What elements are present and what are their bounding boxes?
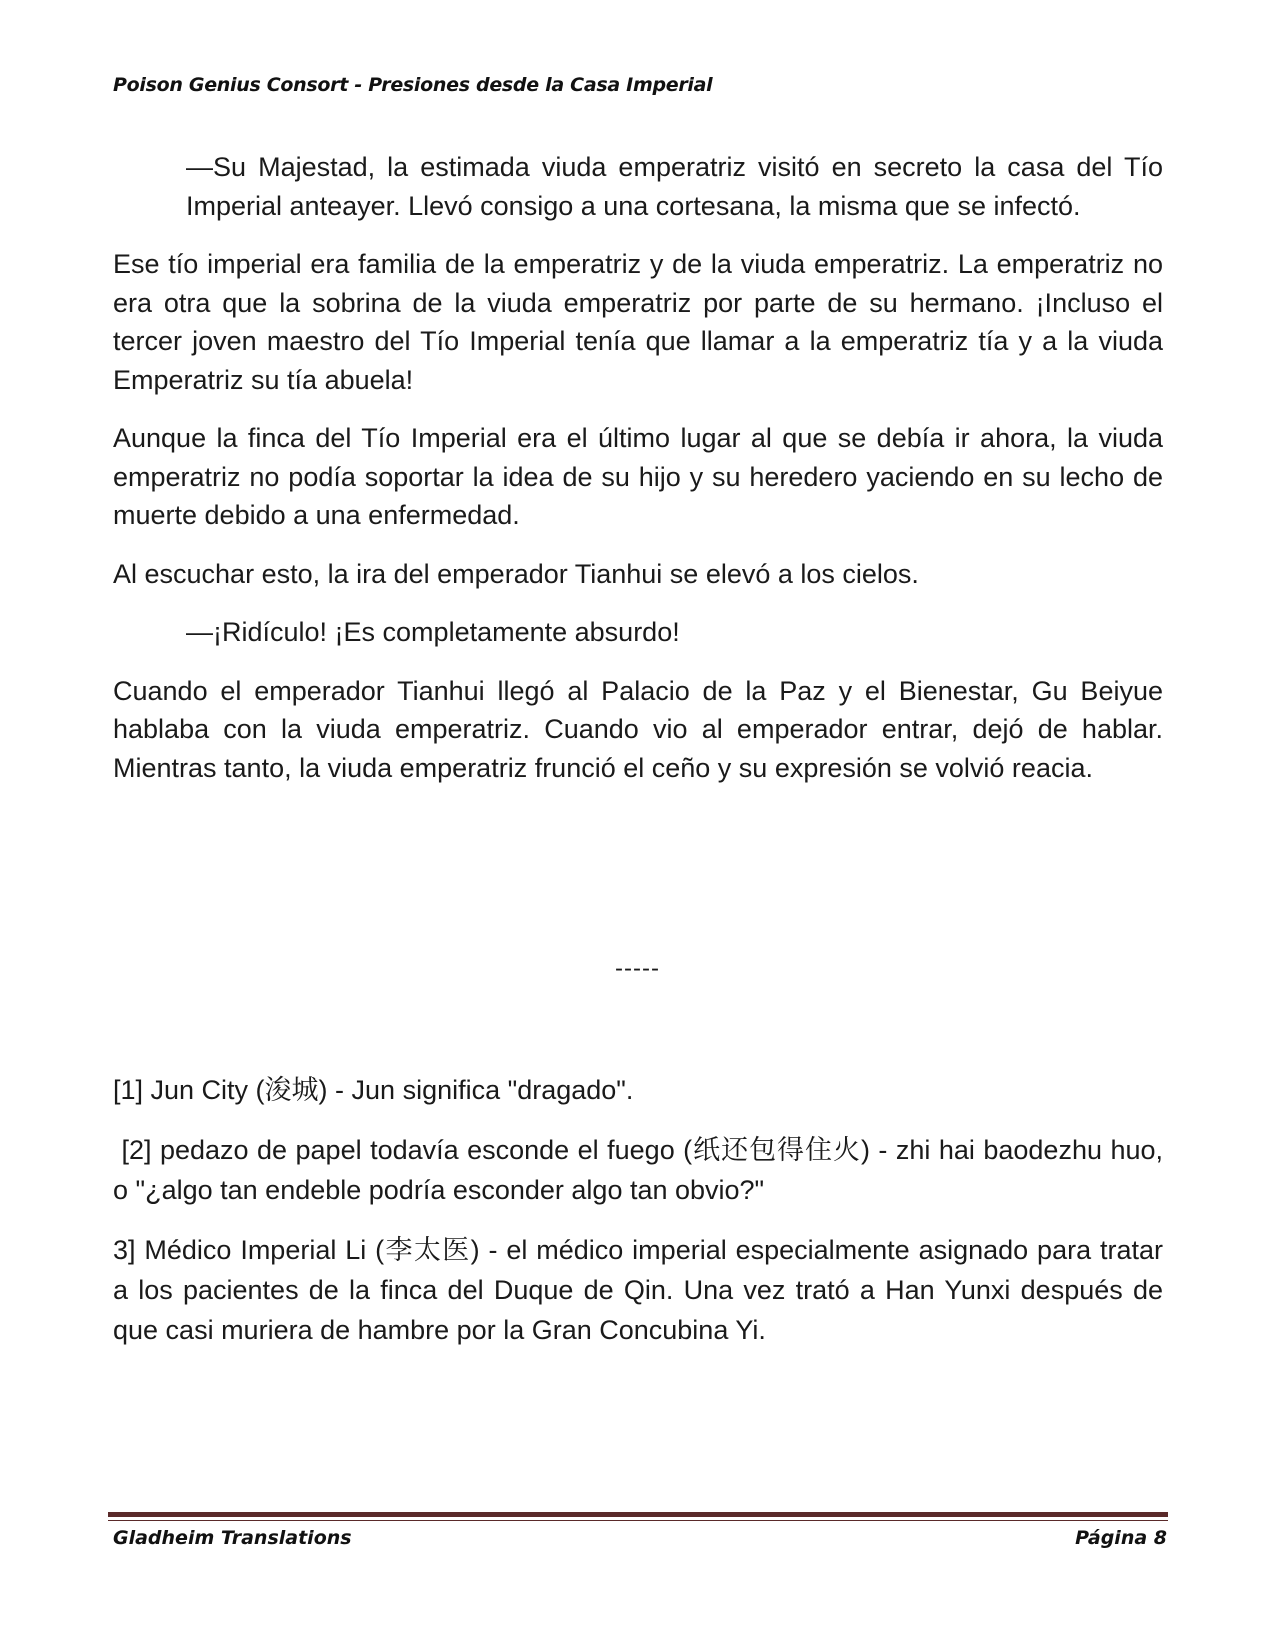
- paragraph: Al escuchar esto, la ira del emperador Tianhui se elevó a los cielos.: [113, 558, 919, 589]
- paragraph: Cuando el emperador Tianhui llegó al Palacio de la Paz y el Bienestar, Gu Beiyue hablaba con la viuda emperatriz. Cuando vio al emperador entrar, dejó de hablar. Mientras tanto, la viuda emperatriz frunció el ceño y su expresión se volvió reacia.: [113, 675, 1163, 783]
- running-header: Poison Genius Consort - Presiones desde la Casa Imperial: [113, 74, 713, 96]
- paragraph: Aunque la finca del Tío Imperial era el último lugar al que se debía ir ahora, la viuda emperatriz no podía soportar la idea de su hijo y su heredero yaciendo en su lecho de muerte debido a una enfermedad.: [113, 423, 1163, 530]
- section-separator: -----: [615, 955, 660, 982]
- footer-rule-thin: [108, 1520, 1168, 1521]
- dialogue-paragraph: —¡Ridículo! ¡Es completamente absurdo!: [186, 617, 680, 647]
- footer-rule: [108, 1512, 1168, 1517]
- dialogue-paragraph: —Su Majestad, la estimada viuda emperatriz visitó en secreto la casa del Tío Imperial anteayer. Llevó consigo a una cortesana, la misma que se infectó.: [186, 152, 1163, 221]
- paragraph: Ese tío imperial era familia de la emperatriz y de la viuda emperatriz. La emperatriz no era otra que la sobrina de la viuda emperatriz por parte de su hermano. ¡Incluso el tercer joven maestro del Tío Imperial tenía que llamar a la emperatriz tía y a la viuda Emperatriz su tía abuela!: [113, 249, 1163, 395]
- footnote: 3] Médico Imperial Li (李太医) - el médico imperial especialmente asignado para tratar a los pacientes de la finca del Duque de Qin. Una vez trató a Han Yunxi después de que casi muriera de hambre por la Gran Concubina Yi.: [113, 1235, 1163, 1345]
- translator-notes: [113, 1070, 1171, 1370]
- page-number: Página 8: [1075, 1527, 1167, 1549]
- footnote: [1] Jun City (浚城) - Jun significa "dragado".: [113, 1075, 634, 1105]
- footnote: [2] pedazo de papel todavía esconde el fuego (纸还包得住火) - zhi hai baodezhu huo, o "¿algo tan endeble podría esconder algo tan obvio?": [113, 1135, 1171, 1205]
- footer-publisher: Gladheim Translations: [113, 1527, 352, 1549]
- body-text: [113, 148, 1163, 807]
